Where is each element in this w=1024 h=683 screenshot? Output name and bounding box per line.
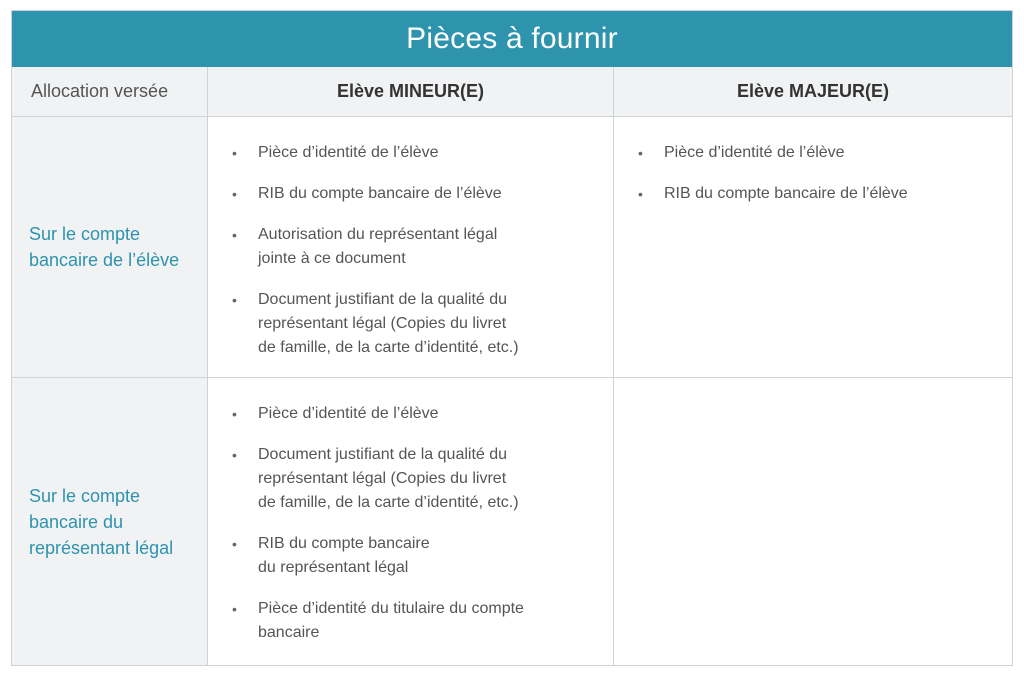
document-list-item [232,141,603,165]
adult-documents-list [638,141,1002,223]
bullet-icon: • [232,145,237,161]
minor-documents-cell [207,117,613,377]
document-list-item [232,443,603,515]
bullet-icon: • [232,406,237,422]
row-label [12,117,207,377]
document-text: Document justifiant de la qualité du représentant légal (Copies du livret de famille, de la carte d’identité, etc.) [258,446,519,511]
bullet-icon: • [232,292,237,308]
table-row-student-account [12,117,1012,378]
document-list-item [232,402,603,426]
bullet-icon: • [232,601,237,617]
document-list-item [232,223,603,271]
document-text: Pièce d’identité du titulaire du compte bancaire [258,600,524,641]
header-allocation: Allocation versée [31,81,169,101]
document-text: Pièce d’identité de l’élève [664,144,845,161]
document-list-item [232,532,603,580]
bullet-icon: • [638,186,643,202]
bullet-icon: • [232,186,237,202]
adult-documents-cell [613,378,1012,665]
document-text: RIB du compte bancaire de l’élève [258,185,502,202]
header-adult-student: Elève MAJEUR(E) [613,67,1012,116]
document-text: Autorisation du représentant légal jointe à ce document [258,226,498,267]
bullet-icon: • [232,447,237,463]
document-list-item [232,597,603,645]
document-list-item [638,182,1002,206]
table-header-row [12,67,1012,117]
bullet-icon: • [638,145,643,161]
row-label-text: Sur le compte bancaire du représentant légal [29,485,174,558]
document-list-item [638,141,1002,165]
document-list-item [232,288,603,360]
row-label [12,378,207,665]
minor-documents-list [232,141,603,377]
document-text: RIB du compte bancaire de l’élève [664,185,908,202]
minor-documents-cell [207,378,613,665]
header-minor-student: Elève MINEUR(E) [207,67,613,116]
row-label-text: Sur le compte bancaire de l’élève [29,224,180,270]
bullet-icon: • [232,227,237,243]
table-title: Pièces à fournir [12,11,1012,67]
document-text: RIB du compte bancaire du représentant légal [258,535,430,576]
document-text: Pièce d’identité de l’élève [258,144,439,161]
document-text: Document justifiant de la qualité du représentant légal (Copies du livret de famille, de la carte d’identité, etc.) [258,291,519,356]
bullet-icon: • [232,536,237,552]
minor-documents-list [232,402,603,662]
table-row-guardian-account [12,378,1012,665]
adult-documents-cell [613,117,1012,377]
requirements-table [11,10,1013,666]
document-text: Pièce d’identité de l’élève [258,405,439,422]
document-list-item [232,182,603,206]
